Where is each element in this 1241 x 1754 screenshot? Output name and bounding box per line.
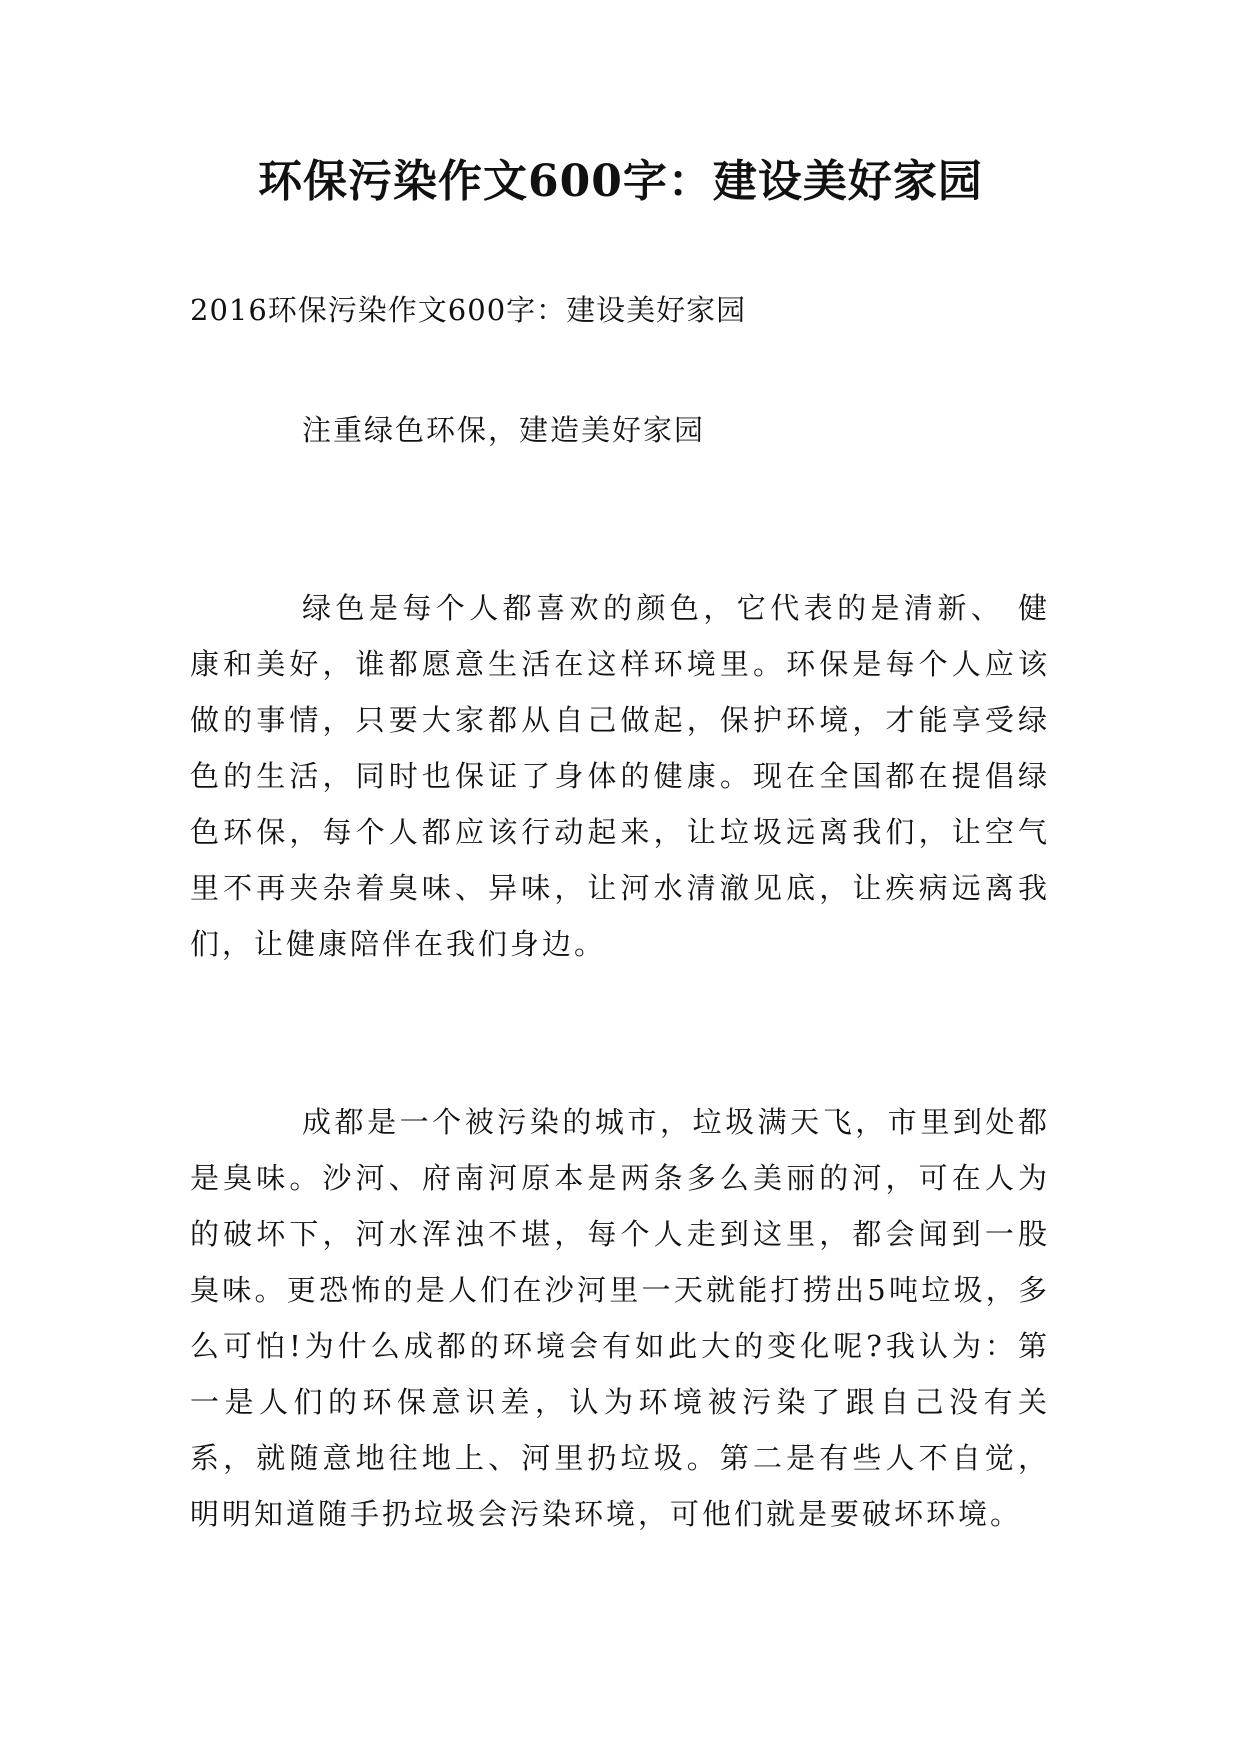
body-paragraph-2: 成都是一个被污染的城市，垃圾满天飞，市里到处都是臭味。沙河、府南河原本是两条多么美丽的河，可在人为的破坏下，河水浑浊不堪，每个人走到这里，都会闻到一股臭味。更恐怖的是人们在沙河里一天就能打捞出5吨垃圾，多么可怕!为什么成都的环境会有如此大的变化呢?我认为：第一是人们的环保意识差，认为环境被污染了跟自己没有关系，就随意地往地上、河里扔垃圾。第二是有些人不自觉，明明知道随手扔垃圾会污染环境，可他们就是要破坏环境。 xyxy=(190,1105,1050,1531)
body-paragraph-1: 绿色是每个人都喜欢的颜色，它代表的是清新、 健康和美好，谁都愿意生活在这样环境里。环保是每个人应该做的事情，只要大家都从自己做起，保护环境，才能享受绿色的生活，同时也保证了身体的健康。现在全国都在提倡绿色环保，每个人都应该行动起来，让垃圾远离我们，让空气里不再夹杂着臭味、异味，让河水清澈见底，让疾病远离我们，让健康陪伴在我们身边。 xyxy=(190,591,1050,961)
document-title: 环保污染作文600字：建设美好家园 xyxy=(258,156,983,207)
document-subtitle: 2016环保污染作文600字：建设美好家园 xyxy=(190,293,747,327)
section-heading: 注重绿色环保，建造美好家园 xyxy=(302,413,706,447)
